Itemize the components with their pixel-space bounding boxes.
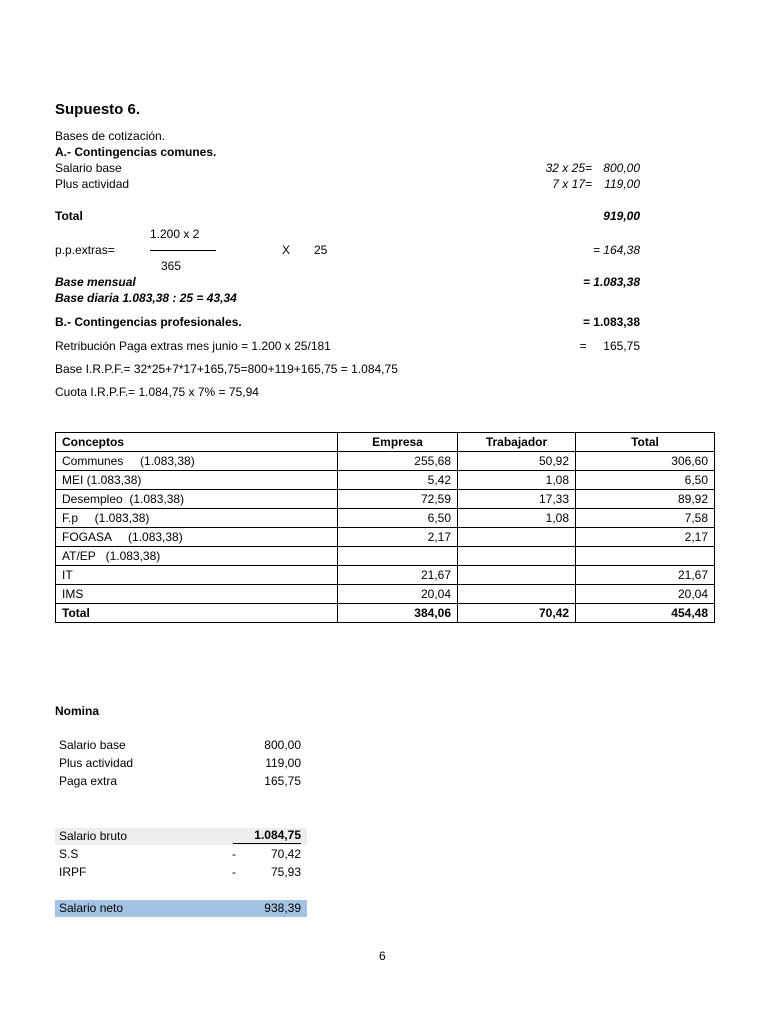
deduction-row — [55, 846, 307, 863]
table-cell: 70,42 — [458, 604, 576, 623]
nomina-value: 165,75 — [264, 774, 301, 788]
table-cell: 89,92 — [576, 490, 715, 509]
nomina-value: 119,00 — [265, 756, 301, 770]
table-cell — [458, 547, 576, 566]
salario-neto-label: Salario neto — [59, 901, 124, 915]
plus-actividad-formula: 7 x 17= — [552, 177, 592, 191]
table-total-row — [56, 604, 715, 623]
table-cell: 1,08 — [458, 509, 576, 528]
table-cell — [458, 566, 576, 585]
nomina-row — [55, 737, 307, 754]
nomina-label: Plus actividad — [59, 756, 134, 770]
base-mensual-label: Base mensual — [55, 275, 136, 289]
table-cell: 306,60 — [576, 452, 715, 471]
section-b-value: = 1.083,38 — [582, 315, 640, 329]
table-cell: AT/EP (1.083,38) — [56, 547, 338, 566]
deduction-label: IRPF — [59, 865, 87, 879]
pp-denominator: 365 — [161, 259, 182, 273]
table-cell — [458, 528, 576, 547]
salario-neto-row — [55, 900, 307, 917]
table-cell: 21,67 — [338, 566, 458, 585]
salario-bruto-label: Salario bruto — [59, 829, 128, 843]
section-a-heading: A.- Contingencias comunes. — [55, 145, 217, 159]
table-cell: 5,42 — [338, 471, 458, 490]
table-cell: 6,50 — [576, 471, 715, 490]
table-cell — [576, 547, 715, 566]
table-cell: IT — [56, 566, 338, 585]
table-cell: FOGASA (1.083,38) — [56, 528, 338, 547]
deduction-value: 70,42 — [270, 847, 301, 861]
salario-bruto-amount: 1.084,75 — [233, 828, 301, 844]
cuota-irpf: Cuota I.R.P.F.= 1.084,75 x 7% = 75,94 — [55, 385, 259, 399]
deduction-label: S.S — [59, 847, 79, 861]
salario-bruto-row — [55, 828, 307, 845]
total-label: Total — [55, 209, 83, 223]
base-mensual-value: = 1.083,38 — [582, 275, 640, 289]
nomina-label: Paga extra — [59, 774, 118, 788]
nomina-label: Salario base — [59, 738, 126, 752]
table-row — [56, 452, 715, 471]
table-cell: 20,04 — [338, 585, 458, 604]
contributions-table — [55, 432, 715, 623]
minus-sign: - — [232, 847, 236, 861]
base-irpf: Base I.R.P.F.= 32*25+7*17+165,75=800+119+165,75 = 1.084,75 — [55, 362, 398, 376]
table-cell: IMS — [56, 585, 338, 604]
table-cell: Total — [56, 604, 338, 623]
table-row — [56, 490, 715, 509]
total-value: 919,00 — [603, 209, 640, 223]
nomina-row — [55, 755, 307, 772]
table-cell: 2,17 — [338, 528, 458, 547]
salario-base-formula: 32 x 25= — [545, 161, 592, 175]
pp-result: = 164,38 — [592, 243, 640, 257]
table-row — [56, 509, 715, 528]
table-row — [56, 471, 715, 490]
table-cell: MEI (1.083,38) — [56, 471, 338, 490]
table-cell: 6,50 — [338, 509, 458, 528]
table-cell: 50,92 — [458, 452, 576, 471]
table-cell: 2,17 — [576, 528, 715, 547]
table-cell: 20,04 — [576, 585, 715, 604]
bases-heading: Bases de cotización. — [55, 129, 166, 143]
table-cell: 7,58 — [576, 509, 715, 528]
table-row — [56, 585, 715, 604]
table-row — [56, 566, 715, 585]
retribucion-text: Retribución Paga extras mes junio = 1.200 x 25/181 — [55, 339, 331, 353]
section-b-heading: B.- Contingencias profesionales. — [55, 315, 242, 329]
page-number: 6 — [379, 949, 386, 963]
table-row — [56, 547, 715, 566]
table-cell: 72,59 — [338, 490, 458, 509]
table-header-row — [56, 433, 715, 452]
table-cell: 17,33 — [458, 490, 576, 509]
retribucion-value: = 165,75 — [579, 339, 640, 353]
pp-days: 25 — [314, 243, 328, 257]
table-row — [56, 528, 715, 547]
table-cell: 21,67 — [576, 566, 715, 585]
pp-label: p.p.extras= — [55, 243, 115, 257]
pp-numerator: 1.200 x 2 — [150, 227, 200, 241]
salario-neto-value: 938,39 — [264, 901, 301, 915]
table-header: Trabajador — [458, 433, 576, 452]
deduction-value: 75,93 — [270, 865, 301, 879]
page-title: Supuesto 6. — [55, 101, 141, 118]
salario-base-value: 800,00 — [603, 161, 640, 175]
fraction-line — [150, 250, 216, 251]
table-header: Total — [576, 433, 715, 452]
base-diaria: Base diaria 1.083,38 : 25 = 43,34 — [55, 291, 237, 305]
plus-actividad-label: Plus actividad — [55, 177, 130, 191]
minus-sign: - — [232, 865, 236, 879]
table-cell: 384,06 — [338, 604, 458, 623]
nomina-title: Nomina — [55, 704, 100, 718]
salario-bruto-value — [233, 828, 301, 844]
table-cell: Communes (1.083,38) — [56, 452, 338, 471]
salario-base-label: Salario base — [55, 161, 122, 175]
pp-x: X — [282, 243, 291, 257]
plus-actividad-value: 119,00 — [604, 177, 640, 191]
deduction-row — [55, 864, 307, 881]
table-cell: 255,68 — [338, 452, 458, 471]
table-cell: F.p (1.083,38) — [56, 509, 338, 528]
table-cell: 1,08 — [458, 471, 576, 490]
table-cell — [338, 547, 458, 566]
table-header: Empresa — [338, 433, 458, 452]
nomina-value: 800,00 — [264, 738, 301, 752]
nomina-row — [55, 773, 307, 790]
table-header: Conceptos — [56, 433, 338, 452]
table-cell — [458, 585, 576, 604]
table-cell: Desempleo (1.083,38) — [56, 490, 338, 509]
table-cell: 454,48 — [576, 604, 715, 623]
